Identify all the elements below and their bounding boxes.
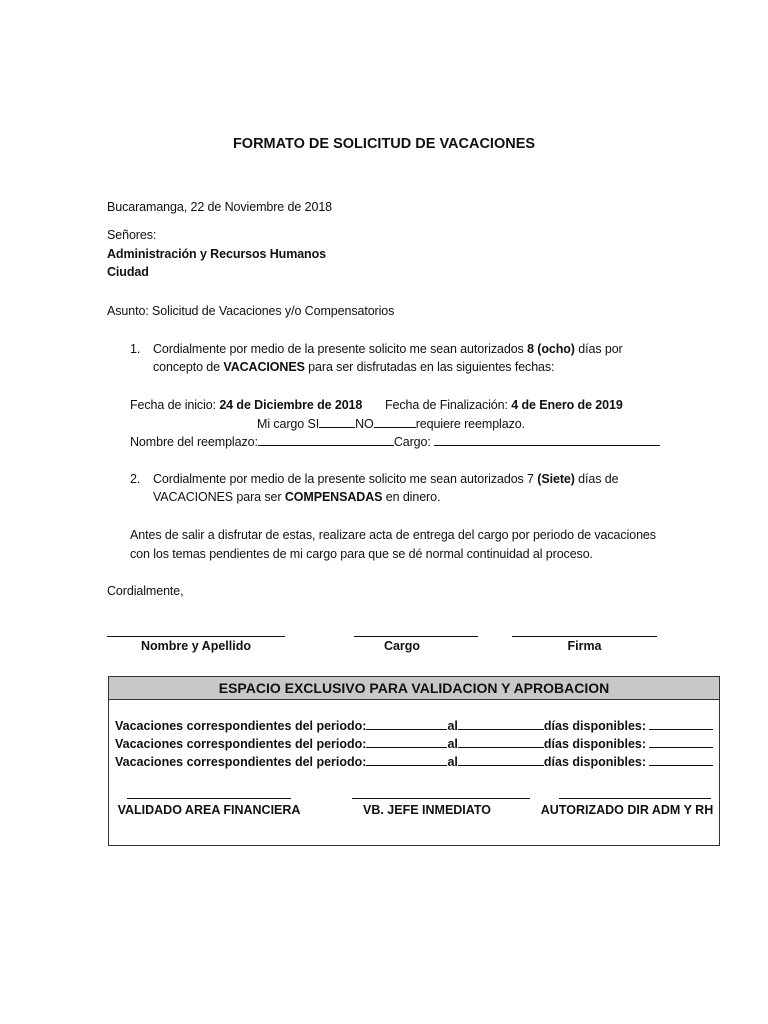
requiere-reemplazo: requiere reemplazo. bbox=[415, 417, 525, 431]
item2-text2: VACACIONES para ser bbox=[153, 490, 285, 504]
item1-text2: concepto de bbox=[153, 360, 224, 374]
validation-header: ESPACIO EXCLUSIVO PARA VALIDACION Y APROBACION bbox=[109, 677, 719, 700]
period-from-blank bbox=[366, 754, 447, 766]
note-line-2: con los temas pendientes de mi cargo para que se dé normal continuidad al proceso. bbox=[130, 547, 593, 561]
note-line-1: Antes de salir a disfrutar de estas, realizare acta de entrega del cargo por periodo de vacaciones bbox=[130, 528, 656, 542]
period-label: Vacaciones correspondientes del periodo: bbox=[115, 755, 367, 769]
item1-line1 bbox=[153, 342, 623, 356]
approval-label-dir: AUTORIZADO DIR ADM Y RH bbox=[540, 803, 714, 817]
item2-compensadas: COMPENSADAS bbox=[284, 490, 383, 504]
subject-line: Asunto: Solicitud de Vacaciones y/o Compensatorios bbox=[107, 304, 395, 318]
item2-text-end: días de bbox=[574, 472, 619, 486]
item1-text: Cordialmente por medio de la presente solicito me sean autorizados bbox=[153, 342, 528, 356]
item2-days: (Siete) bbox=[537, 472, 575, 486]
days-available-label: días disponibles: bbox=[543, 719, 650, 733]
closing: Cordialmente, bbox=[107, 584, 184, 598]
period-al: al bbox=[447, 719, 458, 733]
signature-line-cargo bbox=[354, 636, 478, 637]
period-row-3 bbox=[115, 754, 713, 769]
approval-line-dir bbox=[559, 798, 711, 799]
start-date-value: 24 de Diciembre de 2018 bbox=[219, 398, 363, 412]
period-row-2 bbox=[115, 736, 713, 751]
item1-text2-end: para ser disfrutadas en las siguientes fechas: bbox=[304, 360, 555, 374]
end-date-label: Fecha de Finalización: bbox=[385, 398, 512, 412]
period-to-blank bbox=[458, 754, 544, 766]
days-available-blank bbox=[649, 754, 713, 766]
period-al: al bbox=[447, 737, 458, 751]
end-date-value: 4 de Enero de 2019 bbox=[511, 398, 623, 412]
start-date bbox=[130, 398, 362, 412]
approval-label-financiera: VALIDADO AREA FINANCIERA bbox=[117, 803, 301, 817]
period-label: Vacaciones correspondientes del periodo: bbox=[115, 719, 367, 733]
period-al: al bbox=[447, 755, 458, 769]
no-blank bbox=[374, 416, 416, 428]
days-available-label: días disponibles: bbox=[543, 755, 650, 769]
approval-label-jefe: VB. JEFE INMEDIATO bbox=[362, 803, 492, 817]
item2-line1 bbox=[153, 472, 619, 486]
period-to-blank bbox=[458, 718, 544, 730]
si-blank bbox=[319, 416, 355, 428]
replacement-name-label: Nombre del reemplazo: bbox=[130, 435, 258, 449]
item1-vacaciones: VACACIONES bbox=[223, 360, 305, 374]
period-from-blank bbox=[366, 736, 447, 748]
period-from-blank bbox=[366, 718, 447, 730]
days-available-blank bbox=[649, 718, 713, 730]
item2-text: Cordialmente por medio de la presente solicito me sean autorizados 7 bbox=[153, 472, 538, 486]
cargo-no-label: NO bbox=[355, 417, 374, 431]
approval-line-financiera bbox=[127, 798, 291, 799]
days-available-blank bbox=[649, 736, 713, 748]
salutation: Señores: bbox=[107, 228, 157, 242]
replacement-line bbox=[257, 416, 525, 431]
signature-label-firma: Firma bbox=[567, 639, 602, 653]
cargo-si-label: Mi cargo SI bbox=[257, 417, 320, 431]
period-to-blank bbox=[458, 736, 544, 748]
item1-text-end: días por bbox=[574, 342, 623, 356]
signature-line-firma bbox=[512, 636, 657, 637]
item1-days: 8 (ocho) bbox=[527, 342, 575, 356]
replacement-name-line bbox=[130, 434, 660, 449]
replacement-name-blank bbox=[258, 434, 394, 446]
signature-label-name: Nombre y Apellido bbox=[141, 639, 251, 653]
end-date bbox=[385, 398, 623, 412]
item2-line2 bbox=[153, 490, 440, 504]
period-row-1 bbox=[115, 718, 713, 733]
start-date-label: Fecha de inicio: bbox=[130, 398, 220, 412]
signature-line-name bbox=[107, 636, 285, 637]
city: Ciudad bbox=[107, 265, 149, 279]
approval-line-jefe bbox=[352, 798, 530, 799]
recipient: Administración y Recursos Humanos bbox=[107, 247, 326, 261]
validation-box bbox=[108, 676, 720, 846]
signature-label-cargo: Cargo bbox=[383, 639, 421, 653]
item2-number: 2. bbox=[130, 472, 141, 486]
days-available-label: días disponibles: bbox=[543, 737, 650, 751]
period-label: Vacaciones correspondientes del periodo: bbox=[115, 737, 367, 751]
item2-text2-end: en dinero. bbox=[382, 490, 441, 504]
document-title: FORMATO DE SOLICITUD DE VACACIONES bbox=[232, 136, 536, 152]
item1-number: 1. bbox=[130, 342, 141, 356]
item1-line2 bbox=[153, 360, 554, 374]
replacement-cargo-label: Cargo: bbox=[393, 435, 435, 449]
date-line: Bucaramanga, 22 de Noviembre de 2018 bbox=[107, 200, 333, 214]
replacement-cargo-blank bbox=[434, 434, 660, 446]
